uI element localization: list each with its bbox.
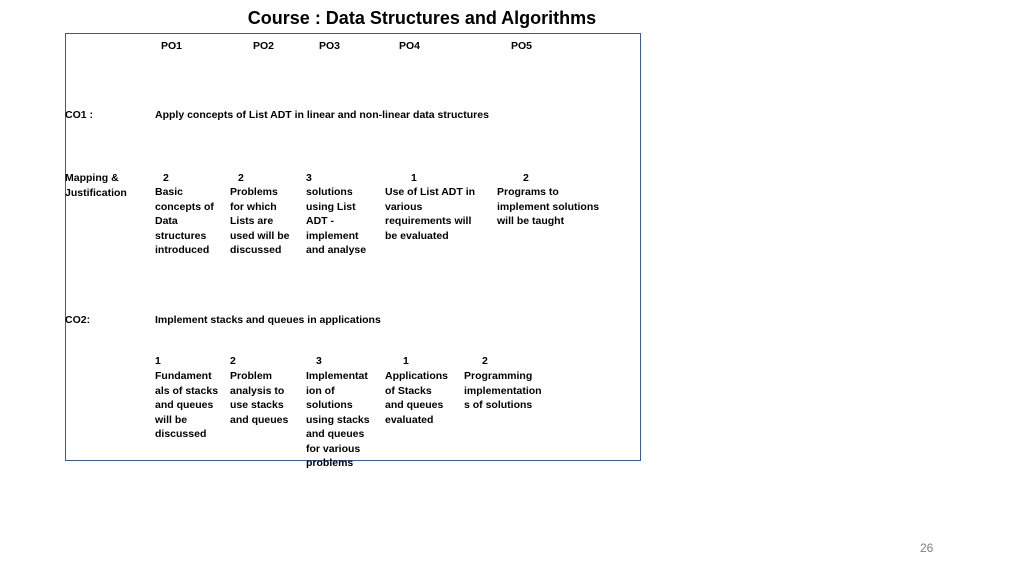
- co1-description: Apply concepts of List ADT in linear and non-linear data structures: [155, 109, 489, 121]
- co1-po3-score: 3: [306, 172, 312, 184]
- page-number: 26: [920, 541, 934, 555]
- slide-title: Course : Data Structures and Algorithms: [247, 8, 597, 28]
- co1-po4-text: Use of List ADT in various requirements will be evaluated: [385, 186, 476, 242]
- co1-po5-text: Programs to implement solutions will be taught: [497, 186, 600, 227]
- co1-po3-text: solutions using List ADT - implement and analyse: [306, 186, 367, 256]
- header-po3: PO3: [319, 40, 341, 52]
- co2-po3-score: 3: [316, 355, 322, 367]
- co1-po2-score: 2: [238, 172, 244, 184]
- co1-po1-score: 2: [163, 172, 169, 184]
- co2-label: CO2:: [65, 314, 91, 326]
- co1-po1-text: Basic concepts of Data structures introduced: [155, 186, 214, 256]
- mapping-label: Mapping & Justification: [65, 172, 127, 199]
- co2-po2-text: Problem analysis to use stacks and queues: [230, 370, 289, 426]
- header-po1: PO1: [161, 40, 183, 52]
- co1-label: CO1 :: [65, 109, 94, 121]
- co2-po2-score: 2: [230, 355, 236, 367]
- co2-description: Implement stacks and queues in applications: [155, 314, 381, 326]
- co2-po5-text: Programming implementation s of solutions: [464, 370, 542, 411]
- header-po5: PO5: [511, 40, 533, 52]
- co1-po2-text: Problems for which Lists are used will be discussed: [230, 186, 290, 256]
- co2-po4-score: 1: [403, 355, 409, 367]
- header-po4: PO4: [399, 40, 421, 52]
- co2-po4-text: Applications of Stacks and queues evaluated: [385, 370, 449, 426]
- co2-po3-text: Implementat ion of solutions using stacks and queues for various problems: [306, 370, 370, 469]
- header-po2: PO2: [253, 40, 275, 52]
- co1-po5-score: 2: [523, 172, 529, 184]
- co2-po1-text: Fundament als of stacks and queues will be discussed: [155, 370, 219, 440]
- co2-po5-score: 2: [482, 355, 488, 367]
- co2-po1-score: 1: [155, 355, 161, 367]
- co1-po4-score: 1: [411, 172, 417, 184]
